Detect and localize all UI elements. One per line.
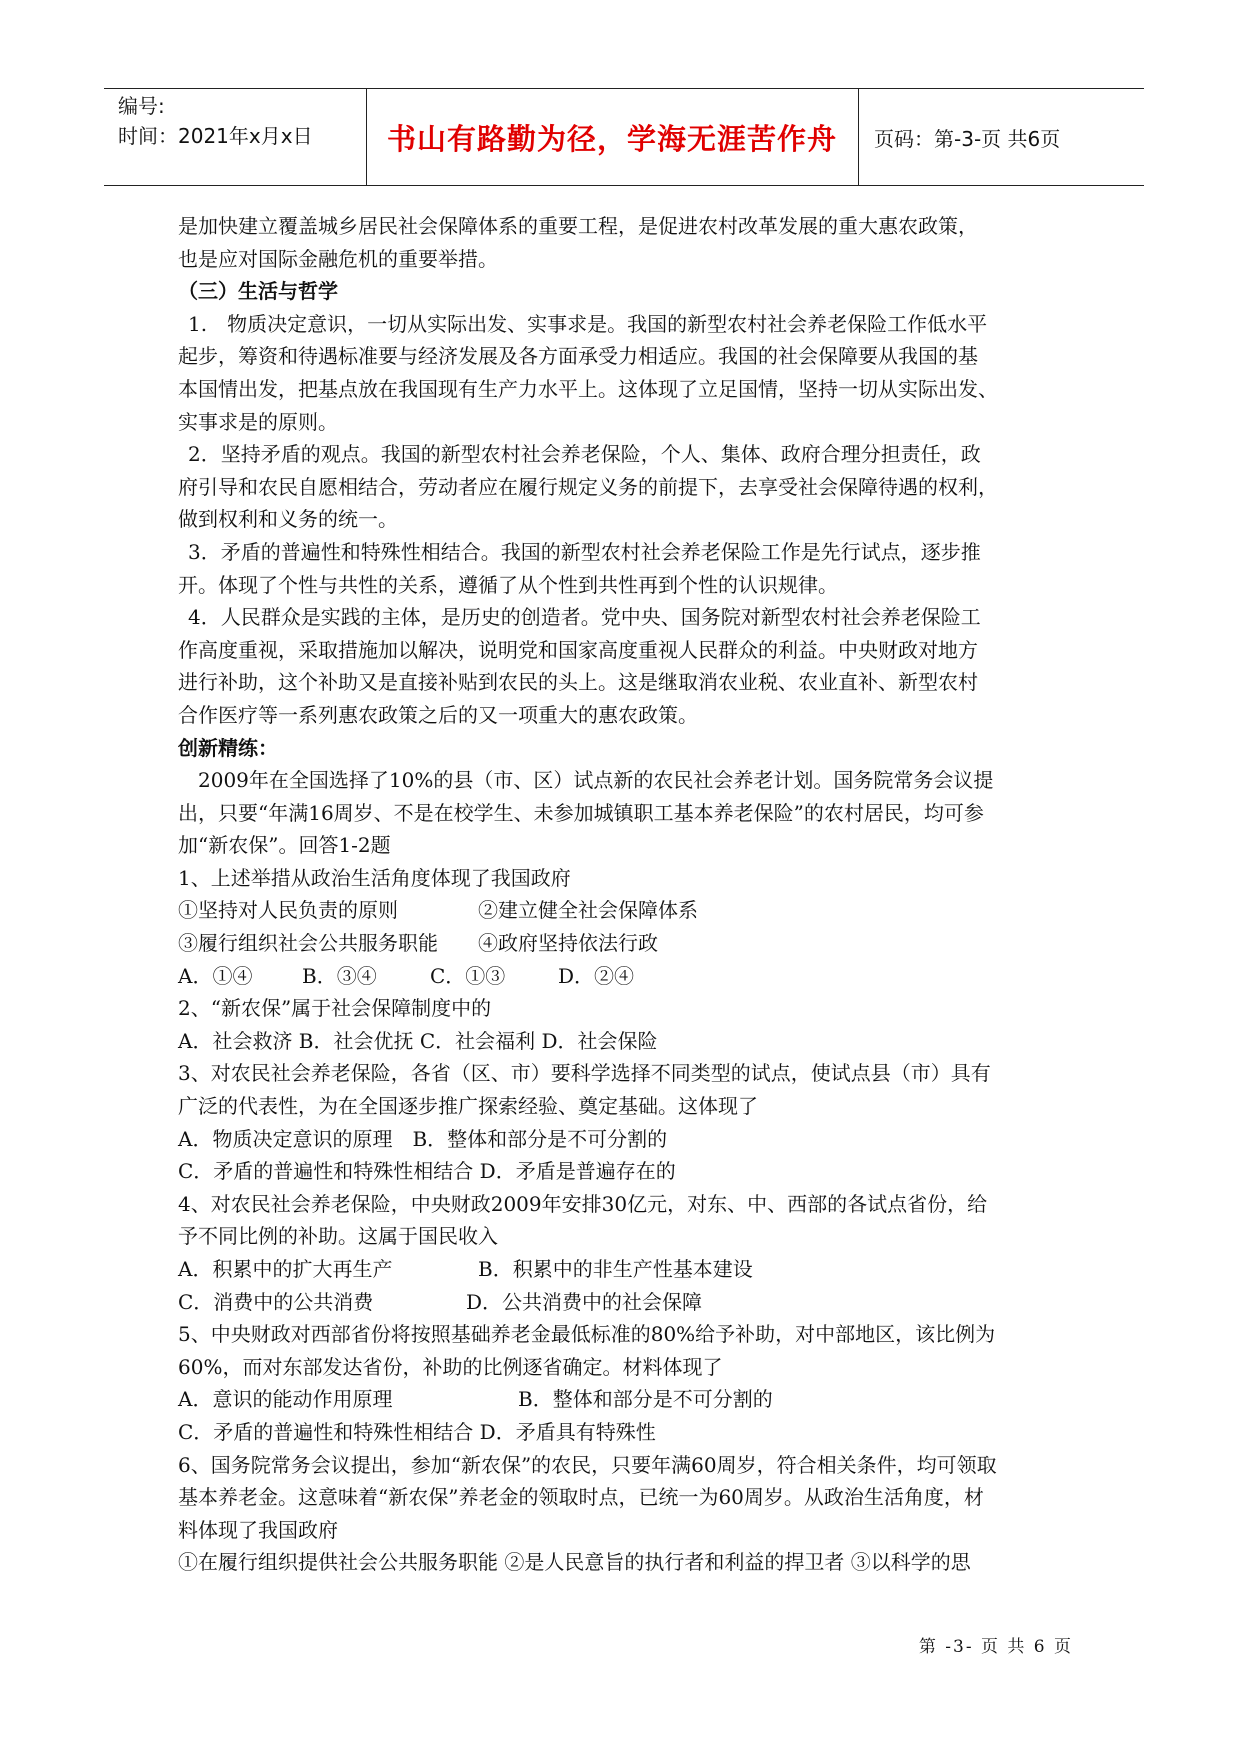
question-4-choices [178, 1253, 1068, 1286]
paragraph-line: 开。体现了个性与共性的关系，遵循了从个性到共性再到个性的认识规律。 [178, 572, 838, 597]
paragraph-line: 做到权利和义务的统一。 [178, 507, 398, 532]
question-4-stem: 予不同比例的补助。这属于国民收入 [178, 1224, 498, 1249]
choice-item: D．②④ [558, 963, 635, 988]
choice-item: A．积累中的扩大再生产 [178, 1257, 393, 1281]
question-5-choices [178, 1383, 1068, 1416]
paragraph-line: 合作医疗等一系列惠农政策之后的又一项重大的惠农政策。 [178, 702, 698, 727]
option-item: ②建立健全社会保障体系 [478, 898, 698, 923]
page-footer: 第 -3- 页 共 6 页 [918, 1637, 1073, 1657]
practice-heading: 创新精练： [178, 735, 278, 760]
paragraph-line: 本国情出发，把基点放在我国现有生产力水平上。这体现了立足国情，坚持一切从实际出发、 [178, 376, 998, 401]
text-line: 是加快建立覆盖城乡居民社会保障体系的重要工程，是促进农村改革发展的重大惠农政策， [178, 214, 978, 238]
question-1-choices [178, 960, 1068, 993]
intro-line: 2009年在全国选择了10%的县（市、区）试点新的农民社会养老计划。国务院常务会议提 [198, 768, 994, 793]
page-header [104, 88, 1144, 186]
header-motto: 书山有路勤为径，学海无涯苦作舟 [386, 121, 837, 156]
time-label: 时间：2021年x月x日 [118, 124, 313, 148]
question-5-choices: C．矛盾的普遍性和特殊性相结合 D．矛盾具有特殊性 [178, 1419, 656, 1444]
text-line: 也是应对国际金融危机的重要举措。 [178, 246, 498, 271]
question-3-choices: C．矛盾的普遍性和特殊性相结合 D．矛盾是普遍存在的 [178, 1159, 676, 1184]
question-6-stem: 基本养老金。这意味着“新农保”养老金的领取时点，已统一为60周岁。从政治生活角度，材 [178, 1485, 984, 1510]
question-2-choices: A．社会救济 B．社会优抚 C．社会福利 D．社会保险 [178, 1028, 658, 1053]
question-3-stem: 3、对农民社会养老保险，各省（区、市）要科学选择不同类型的试点，使试点县（市）具有 [178, 1061, 991, 1086]
question-5-stem: 5、中央财政对西部省份将按照基础养老金最低标准的80%给予补助，对中部地区，该比例为 [178, 1322, 996, 1347]
question-1-options-row [178, 894, 1068, 927]
document-body [178, 210, 1068, 1579]
number-label: 编号: [118, 94, 165, 118]
choice-item: D．公共消费中的社会保障 [466, 1289, 703, 1314]
paragraph-line: 2．坚持矛盾的观点。我国的新型农村社会养老保险，个人、集体、政府合理分担责任，政 [188, 442, 981, 467]
question-3-choices: A．物质决定意识的原理 B．整体和部分是不可分割的 [178, 1126, 668, 1151]
choice-item: C．消费中的公共消费 [178, 1289, 374, 1314]
question-3-stem: 广泛的代表性，为在全国逐步推广探索经验、奠定基础。这体现了 [178, 1094, 758, 1119]
paragraph-line: 3．矛盾的普遍性和特殊性相结合。我国的新型农村社会养老保险工作是先行试点，逐步推 [188, 539, 981, 564]
paragraph-line: 进行补助，这个补助又是直接补贴到农民的头上。这是继取消农业税、农业直补、新型农村 [178, 670, 978, 695]
intro-line: 出，只要“年满16周岁、不是在校学生、未参加城镇职工基本养老保险”的农村居民，均可参 [178, 800, 984, 825]
choice-item: A．①④ [178, 963, 253, 988]
paragraph-line: 4．人民群众是实践的主体，是历史的创造者。党中央、国务院对新型农村社会养老保险工 [188, 605, 981, 630]
option-item: ③履行组织社会公共服务职能 [178, 931, 438, 956]
option-item: ④政府坚持依法行政 [478, 931, 658, 956]
question-2-stem: 2、“新农保”属于社会保障制度中的 [178, 996, 492, 1021]
header-divider [858, 89, 859, 185]
header-meta [118, 91, 313, 151]
option-item: ①坚持对人民负责的原则 [178, 898, 398, 923]
question-5-stem: 60%，而对东部发达省份，补助的比例逐省确定。材料体现了 [178, 1354, 723, 1379]
paragraph-line: 实事求是的原则。 [178, 409, 338, 434]
question-4-stem: 4、对农民社会养老保险，中央财政2009年安排30亿元，对东、中、西部的各试点省份，给 [178, 1191, 988, 1216]
question-1-stem: 1、上述举措从政治生活角度体现了我国政府 [178, 865, 571, 890]
choice-item: B．积累中的非生产性基本建设 [478, 1257, 753, 1281]
choice-item: C．①③ [430, 963, 506, 988]
question-6-stem: ①在履行组织提供社会公共服务职能 ②是人民意旨的执行者和利益的捍卫者 ③以科学的思 [178, 1550, 971, 1575]
choice-item: A．意识的能动作用原理 [178, 1387, 393, 1412]
question-6-stem: 6、国务院常务会议提出，参加“新农保”的农民，只要年满60周岁，符合相关条件，均可领取 [178, 1452, 997, 1477]
header-page-code: 页码：第-3-页 共6页 [874, 126, 1061, 151]
paragraph-line: 作高度重视，采取措施加以解决，说明党和国家高度重视人民群众的利益。中央财政对地方 [178, 637, 978, 662]
question-1-options-row [178, 927, 1068, 960]
paragraph-line: 1. 物质决定意识，一切从实际出发、实事求是。我国的新型农村社会养老保险工作低水平 [188, 311, 988, 336]
question-4-choices [178, 1286, 1068, 1319]
choice-item: B．③④ [302, 963, 377, 988]
intro-line: 加“新农保”。回答1-2题 [178, 833, 391, 858]
question-6-stem: 料体现了我国政府 [178, 1517, 338, 1542]
section-heading: （三）生活与哲学 [178, 279, 338, 304]
paragraph-line: 起步，筹资和待遇标准要与经济发展及各方面承受力相适应。我国的社会保障要从我国的基 [178, 344, 978, 369]
choice-item: B．整体和部分是不可分割的 [518, 1387, 773, 1412]
paragraph-line: 府引导和农民自愿相结合，劳动者应在履行规定义务的前提下，去享受社会保障待遇的权利， [178, 474, 998, 499]
